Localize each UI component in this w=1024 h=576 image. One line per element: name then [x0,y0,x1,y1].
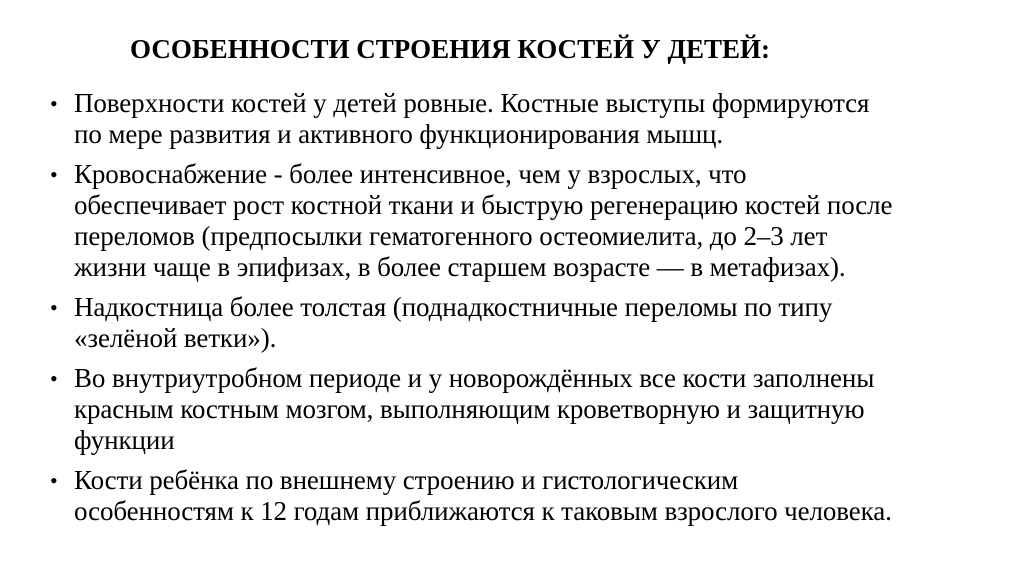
bullet-5-line-1: Кости ребёнка по внешнему строению и гистологическим [74,465,739,495]
bullet-4-line-3: функции [74,425,175,455]
bullet-2-line-2: обеспечивает рост костной ткани и быструю регенерацию костей после [74,190,893,220]
bullet-2-line-3: переломов (предпосылки гематогенного остеомиелита, до 2–3 лет [74,221,828,251]
bullet-1-line-1: Поверхности костей у детей ровные. Костные выступы формируются [74,88,870,118]
bullet-list [50,88,990,536]
bullet-icon: • [50,295,58,320]
bullet-4-line-1: Во внутриутробном периоде и у новорождённых все кости заполнены [74,363,875,393]
bullet-item-3 [50,292,990,354]
bullet-5-line-2: особенностям к 12 годам приближаются к таковым взрослого человека. [74,496,892,526]
bullet-2-line-1: Кровоснабжение - более интенсивное, чем у взрослых, что [74,159,747,189]
slide-title: ОСОБЕННОСТИ СТРОЕНИЯ КОСТЕЙ У ДЕТЕЙ: [130,34,771,64]
bullet-item-1 [50,88,990,150]
bullet-icon: • [50,468,58,493]
bullet-4-line-2: красным костным мозгом, выполняющим кроветворную и защитную [74,394,865,424]
bullet-item-4 [50,363,990,456]
bullet-item-5 [50,465,990,527]
bullet-1-line-2: по мере развития и активного функционирования мышц. [74,119,724,149]
bullet-icon: • [50,91,58,116]
bullet-item-2 [50,159,990,283]
bullet-3-line-1: Надкостница более толстая (поднадкостничные переломы по типу [74,292,833,322]
bullet-icon: • [50,366,58,391]
bullet-icon: • [50,162,58,187]
bullet-3-line-2: «зелёной ветки»). [74,323,277,353]
bullet-2-line-4: жизни чаще в эпифизах, в более старшем возрасте — в метафизах). [74,252,846,282]
